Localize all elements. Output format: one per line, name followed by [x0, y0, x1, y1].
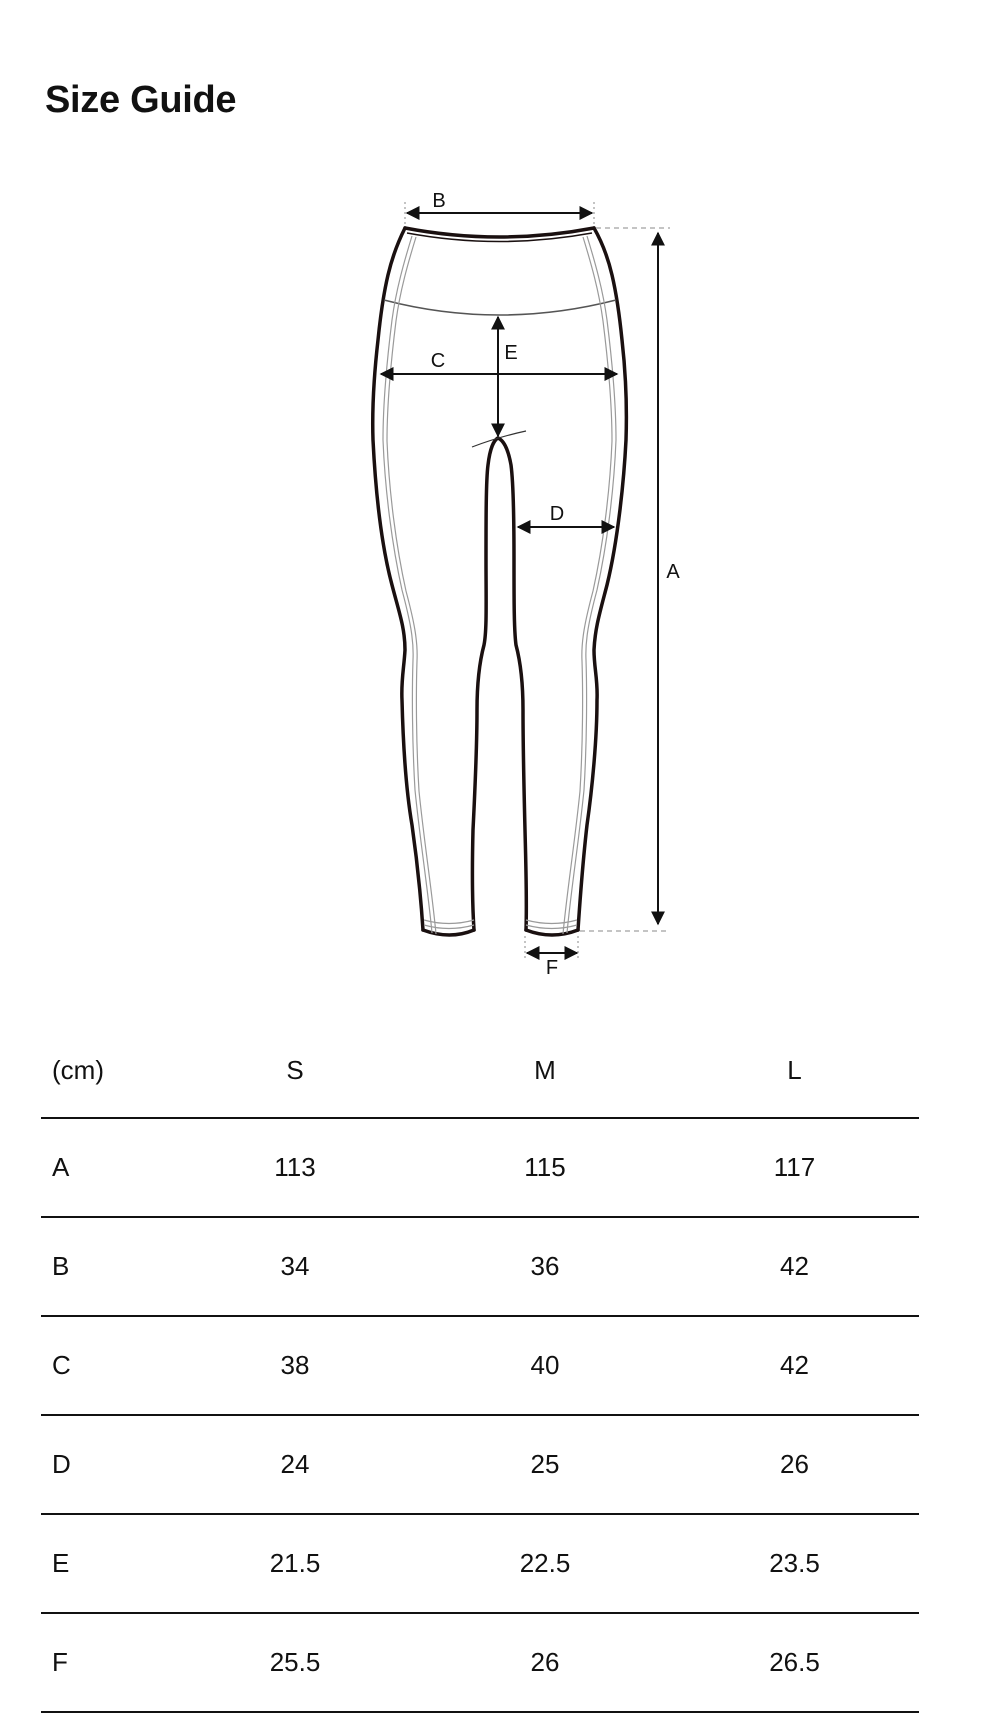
- size-header-m: M: [420, 1024, 670, 1118]
- table-row: [41, 1514, 919, 1613]
- row-label: D: [41, 1415, 170, 1514]
- label-d: D: [549, 503, 565, 525]
- size-header-l: L: [670, 1024, 919, 1118]
- table-row: [41, 1118, 919, 1217]
- row-label: B: [41, 1217, 170, 1316]
- row-label: C: [41, 1316, 170, 1415]
- cell-m: 26: [420, 1613, 670, 1712]
- size-header-s: S: [170, 1024, 420, 1118]
- cell-l: 117: [670, 1118, 919, 1217]
- hem-stitching: [424, 920, 577, 929]
- measurement-arrows: [381, 213, 658, 953]
- cell-m: 25: [420, 1415, 670, 1514]
- unit-header: (cm): [41, 1024, 170, 1118]
- cell-l: 26.5: [670, 1613, 919, 1712]
- row-label: A: [41, 1118, 170, 1217]
- label-c: C: [430, 350, 446, 372]
- table-row: [41, 1415, 919, 1514]
- cell-s: 34: [170, 1217, 420, 1316]
- size-table-header-row: [41, 1024, 919, 1118]
- label-b: B: [432, 190, 446, 212]
- size-table: [41, 1024, 919, 1713]
- cell-l: 26: [670, 1415, 919, 1514]
- cell-s: 25.5: [170, 1613, 420, 1712]
- cell-m: 40: [420, 1316, 670, 1415]
- cell-l: 42: [670, 1316, 919, 1415]
- table-row: [41, 1316, 919, 1415]
- table-row: [41, 1217, 919, 1316]
- table-row: [41, 1613, 919, 1712]
- row-label: F: [41, 1613, 170, 1712]
- cell-s: 24: [170, 1415, 420, 1514]
- cell-s: 21.5: [170, 1514, 420, 1613]
- cell-l: 42: [670, 1217, 919, 1316]
- side-seams: [383, 236, 616, 934]
- row-label: E: [41, 1514, 170, 1613]
- leggings-outline: [373, 228, 627, 935]
- cell-s: 113: [170, 1118, 420, 1217]
- cell-m: 115: [420, 1118, 670, 1217]
- guide-lines: [405, 202, 670, 958]
- label-a: A: [666, 561, 680, 583]
- cell-l: 23.5: [670, 1514, 919, 1613]
- waistband-seam: [384, 300, 616, 315]
- label-f: F: [545, 957, 559, 979]
- label-e: E: [504, 342, 518, 364]
- cell-s: 38: [170, 1316, 420, 1415]
- cell-m: 36: [420, 1217, 670, 1316]
- page-title: Size Guide: [45, 79, 237, 121]
- cell-m: 22.5: [420, 1514, 670, 1613]
